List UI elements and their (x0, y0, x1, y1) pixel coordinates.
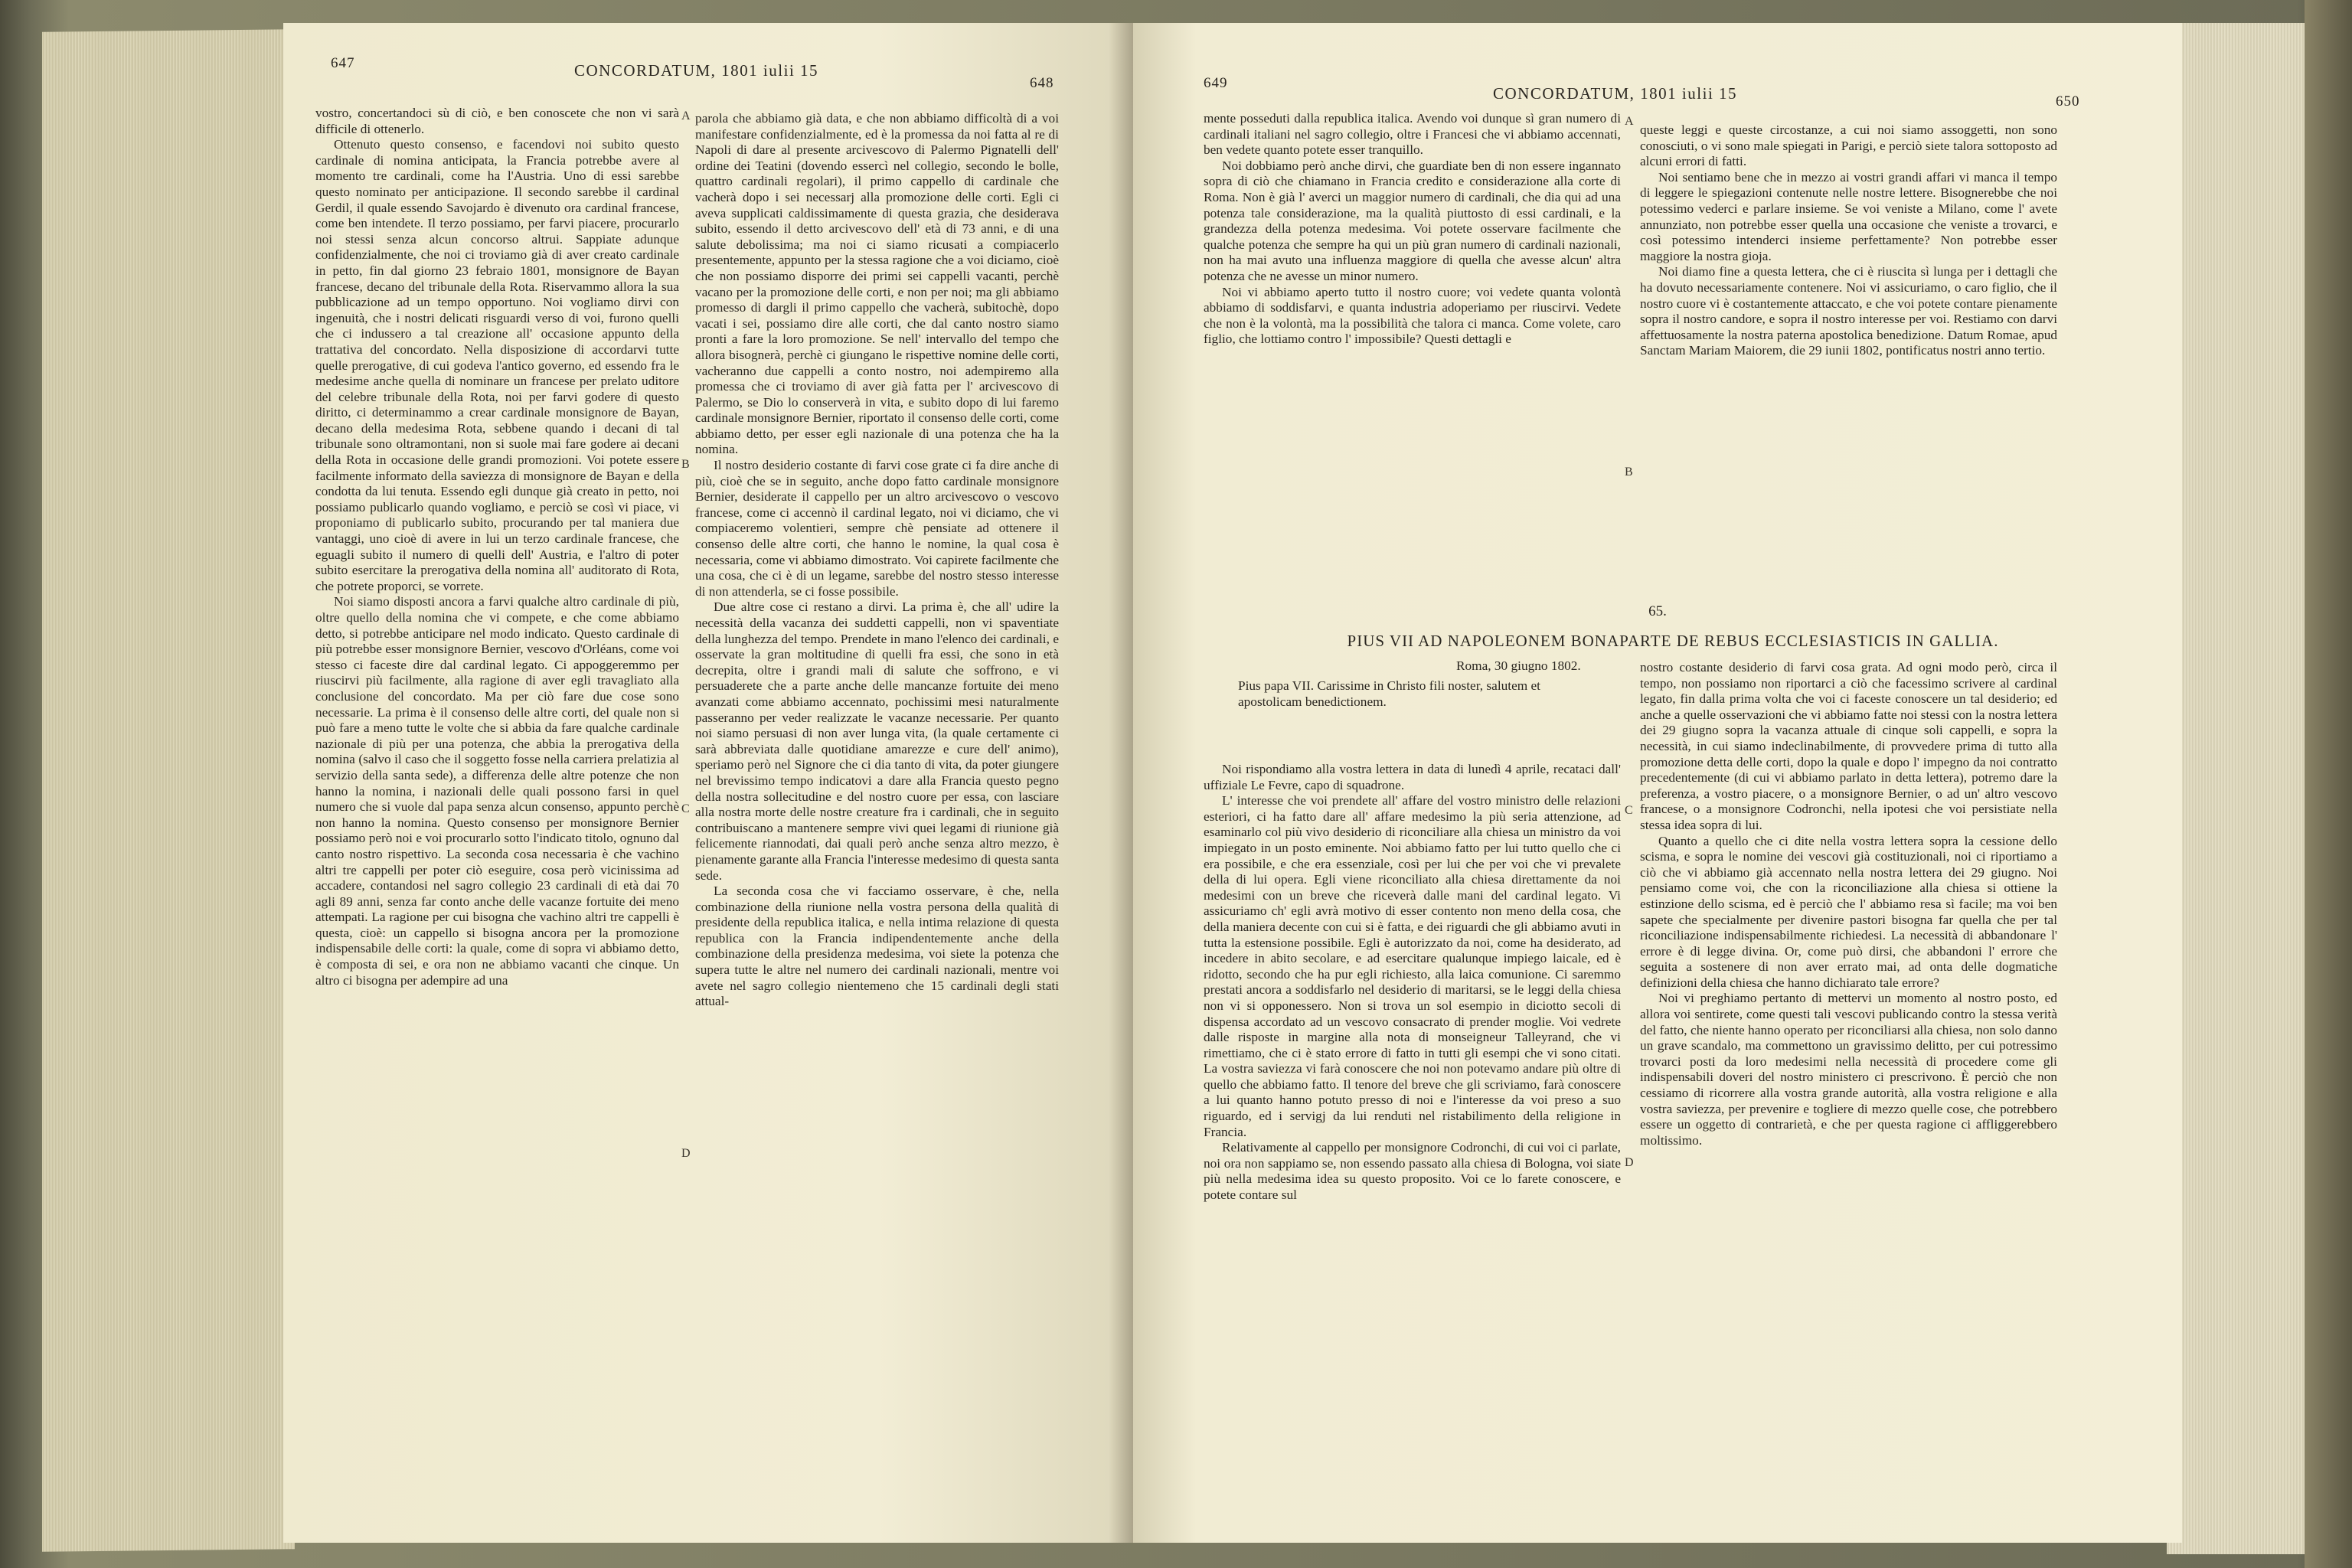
document-number: 65. (1648, 603, 1667, 619)
section-letter-a: A (1625, 115, 1634, 128)
right-page-edges (2167, 23, 2312, 1554)
right-column-c (1204, 658, 1621, 1531)
left-column-a (315, 106, 679, 1531)
section-letter-b: B (681, 458, 690, 471)
paragraph: Noi vi abbiamo aperto tutto il nostro cuore; voi vedete quanta volontà abbiamo di soddisfarvi, e quanta industria adoperiamo per riuscirvi. Vedete che non è la volontà, ma la possibilità che talora ci manca. Come volete, caro figlio, che lottiamo contro l' impossibile? Questi dettagli e (1204, 284, 1621, 347)
paragraph: Noi sentiamo bene che in mezzo ai vostri grandi affari vi manca il tempo di leggere le spiegazioni contenute nelle nostre lettere. Bisognerebbe che noi potessimo vederci e parlare insieme. Se voi veniste a Milano, come l' avete annunziato, non potrebbe esser quella una occasione che veniste a trovarci, e così potessimo intenderci insieme perfettamente? Non potrebbe esser maggiore la nostra gioja. (1640, 169, 2057, 263)
paragraph: vostro, concertandoci sù di ciò, e ben conoscete che non vi sarà difficile di ottenerlo. (315, 106, 679, 136)
section-letter-c: C (681, 802, 690, 815)
right-column-b (1640, 122, 2057, 586)
paragraph: Quanto a quello che ci dite nella vostra lettera sopra la cessione dello scisma, e sopra le nomine dei vescovi già costituzionali, noi ci riportiamo a ciò che vi abbiamo già accennato nella nostra lettera dei 29 giugno. Noi pensiamo come voi, che con la riconciliazione alla chiesa si ottiene la estinzione dello scisma, ed è perciò che l' abbiamo resa sì facile; ma voi ben sapete che specialmente per divenire pastori bisogna far quella che per tal riconciliazione indispensabilmente richiedesi. La necessità di abbandonare l' errore è di legge divina. Or, come può dirsi, che abbandoni l' errore che seguita a sostenere di non aver errato mai, ad onta delle dogmatiche definizioni della chiesa che hanno dichiarato tale errore? (1640, 833, 2057, 990)
paragraph: Il nostro desiderio costante di farvi cose grate ci fa dire anche di più, cioè che se in seguito, anche dopo fatto cardinale monsignore Bernier, desiderate il cappello per un altro arcivescovo o vescovo francese, come ci accennò il cardinal legato, noi vi diciamo, che vi compiaceremo volentieri, sempre chè pensiate ad ottenere il consenso delle altre corti, che hanno le nomine, la qual cosa è necessaria, come vi abbiamo dimostrato. Voi capirete facilmente che una cosa, che ci è di un legame, sarebbe del nostro stesso interesse di non attenderla, se ci fosse possibile. (695, 458, 1059, 599)
paragraph: Relativamente al cappello per monsignore Codronchi, di cui voi ci parlate, noi ora non sappiamo se, non essendo passato alla chiesa di Bologna, voi siate più nella medesima idea su questo proposito. Voi ce lo farete conoscere, e potete contare sul (1204, 1140, 1621, 1203)
paragraph: nostro costante desiderio di farvi cosa grata. Ad ogni modo però, circa il tempo, non possiamo non riportarci a ciò che facessimo scrivere al cardinal legato, fin dalla prima volta che voi ci faceste conoscere un tal desiderio; ed anche a quelle osservazioni che vi abbiamo fatte noi stessi con la nostra lettera dei 29 giugno sopra la vacanza attuale di cinque soli cappelli, e sopra la necessità, in cui siamo indeclinabilmente, di provvedere prima di tutto alla promozione detta delle corti, dopo la quale e dopo l' impegno da noi contratto precedentemente (di cui vi abbiamo parlato in detta lettera), potremo dare la preferenza, a vostro piacere, o a monsignore Bernier, o ad un' altro vescovo francese, o a monsignore Codronchi, nella ipotesi che voi persistiate nella stessa idea sopra di lui. (1640, 660, 2057, 832)
left-page (283, 23, 1133, 1543)
left-column-b (695, 111, 1059, 1535)
running-title: CONCORDATUM, 1801 iulii 15 (574, 61, 819, 80)
paragraph: Noi diamo fine a questa lettera, che ci è riuscita sì lunga per i dettagli che ha dovuto necessariamente contenere. Noi vi assicuriamo, o caro figlio, che il nostro cuore vi è costantemente attaccato, e che voi potete contare pienamente sopra il nostro candore, e sopra il nostro interesse per voi. Restiamo con darvi affettuosamente la nostra paterna apostolica benedizione. Datum Romae, apud Sanctam Mariam Maiorem, die 29 iunii 1802, pontificatus nostri anno tertio. (1640, 264, 2057, 358)
paragraph: Ottenuto questo consenso, e facendovi noi subito questo cardinale di nomina anticipata, la Francia potrebbe avere al momento tre cardinali, come ha l'Austria. Uno di essi sarebbe questo nominato per anticipazione. Il secondo sarebbe il cardinal Gerdil, il quale essendo Savojardo è divenuto ora cardinal francese, come ben intendete. Il terzo possiamo, per farvi piacere, procurarlo noi stessi senza alcun concorso altrui. Sappiate adunque confidenzialmente, che noi ci troviamo già di aver creato cardinale in petto, fin dal giorno 23 febraio 1801, monsignore de Bayan francese, decano del tribunale della Rota. Riservammo allora la sua pubblicazione ad un tempo opportuno. Noi vogliamo dirvi con ingenuità, che i nostri delicati risguardi verso di voi, furono quelli che ci indussero a tal creazione all' occasione appunto della trattativa del concordato. Nella disposizione di accordarvi tutte quelle prerogative, di cui godeva l'antico governo, ed essendo fra le medesime anche quella di nominare un francese per prelato uditore del celebre tribunale della Rota, noi per farvi godere di questo diritto, ci determinammo a crear cardinale monsignore de Bayan, decano della medesima Rota, sebbene quando i decani di tal tribunale sono oltramontani, non si suole mai fare godere ai decani della Rota in occasione delle grandi promozioni. Voi potete essere facilmente informato della saviezza di monsignore de Bayan e della condotta da lui tenuta. Essendo egli dunque già creato in petto, noi possiamo publicarlo quando vogliamo, e perciò se così vi piace, vi proponiamo di publicarlo subito, procurando per tal maniera due vantaggi, uno cioè di avere in lui un terzo cardinale francese, che eguagli subito il numero di quelli dell' Austria, e l'altro di poter subito esercitare la prerogativa della nomina all' auditorato di Rota, che potrete proporci, se vorrete. (315, 137, 679, 593)
right-page (1133, 23, 2182, 1543)
section-letter-a: A (681, 109, 691, 122)
left-page-edges (42, 29, 295, 1551)
paragraph: mente posseduti dalla republica italica. Avendo voi dunque sì gran numero di cardinali italiani nel sagro collegio, oltre i Francesi che vi abbiamo accennati, ben vedete quanto potete esser tranquillo. (1204, 111, 1621, 158)
book-cover-edge (2305, 0, 2352, 1568)
section-letter-b: B (1625, 466, 1633, 479)
paragraph: La seconda cosa che vi facciamo osservare, è che, nella combinazione della riunione nella vostra persona della qualità di presidente della republica italica, e nella intima relazione di questa republica con la Francia indipendentemente anche della combinazione della presidenza medesima, voi siete la potenza che supera tutte le altre nel numero dei cardinali nazionali, mentre voi avete nel sagro collegio nientemeno che 15 cardinali degli stati attual- (695, 884, 1059, 1009)
page-number-648: 648 (1030, 75, 1054, 91)
document-title: PIUS VII AD NAPOLEONEM BONAPARTE DE REBUS ECCLESIASTICIS IN GALLIA. (1347, 632, 1999, 650)
paragraph: queste leggi e queste circostanze, a cui noi siamo assoggetti, non sono conosciuti, o vi sono male spiegati in Parigi, e perciò siete talora sottoposto ad alcuni errori di fatti. (1640, 122, 2057, 169)
page-number-647: 647 (331, 55, 355, 71)
dateline: Roma, 30 giugno 1802. (1456, 658, 1581, 673)
paragraph: Noi rispondiamo alla vostra lettera in data di lunedì 4 aprile, recataci dall' uffiziale Le Fevre, capo di squadrone. (1204, 762, 1621, 792)
paragraph: Noi siamo disposti ancora a farvi qualche altro cardinale di più, oltre quello della nomina che vi compete, e che come abbiamo detto, si potrebbe anticipare nel modo indicato. Questo cardinale di più potrebbe esser monsignore Bernier, vescovo d'Orléans, come voi stesso ci faceste dire dal cardinal legato. Ci appoggeremmo per riuscirvi più facilmente, alla ragione di aver egli travagliato alla conclusione del concordato. Ma per ciò fare due cose sono necessarie. La prima è il consenso delle altre corti, del quale non si può fare a meno tutte le volte che si abbia da fare qualche cardinale nazionale di più per una potenza, che abbia la prerogativa della nomina (salvo il caso che il soggetto fosse nella carriera prelatizia al servizio della santa sede), a differenza delle altre potenze che non hanno la nomina, i nazionali delle quali possono farsi in quel numero che si vuole dal papa senza alcun consenso, appunto perchè non hanno la nomina. Questo consenso per monsignore Bernier possiamo però noi e voi procurarlo sotto l'indicato titolo, ognuno dal canto nostro rispettivo. La seconda cosa necessaria è che vachino altri tre cappelli per poter ciò eseguire, cosa però vicinissima ad accadere, contandosi nel sagro collegio 23 cardinali di età dai 70 agli 89 anni, senza far conto anche delle vacanze fortuite dei meno attempati. La ragione per cui bisogna che vachino altri tre cappelli è questa, cioè: un cappello si bisogna ancora per la promozione indispensabile delle corti: la quale, come di sopra vi abbiamo detto, è composta di sei, e ora non ne abbiamo vacanti che cinque. Un altro ci bisogna per adempire ad una (315, 594, 679, 988)
section-letter-c: C (1625, 804, 1633, 817)
right-column-a (1204, 111, 1621, 586)
paragraph: Noi vi preghiamo pertanto di mettervi un momento al nostro posto, ed allora voi sentirete, come questi tali vescovi publicando contro la stessa verità del fatto, che niente hanno operato per riconciliarsi alla chiesa, non solo danno un grave scandalo, ma commettono un gravissimo delitto, per cui potressimo trovarci posti da loro medesimi nella necessità di procedere come gli indispensabili doveri del nostro ministero ci prescrivono. È perciò che non cessiamo di ricorrere alla vostra grande autorità, alla vostra religione e alla vostra saviezza, per prevenire e togliere di mezzo quelle cose, che potrebbero essere un oggetto di contrarietà, e che per questa ragione ci affliggerebbero moltissimo. (1640, 991, 2057, 1148)
paragraph: Noi dobbiamo però anche dirvi, che guardiate ben di non essere ingannato sopra di ciò che chiamano in Francia credito e considerazione alla corte di Roma. Non è già l' averci un maggior numero di cardinali, che dia qui ad una potenza tale considerazione, ma la qualità piuttosto di essi cardinali, e la grandezza della potenza medesima. Voi potete osservare facilmente che qualche potenza che sempre ha qui un più gran numero di cardinali nazionali, non ha mai avuto una influenza maggiore di quella che avesse alcun' altra potenza che ne avesse un minor numero. (1204, 158, 1621, 283)
right-running-head (1133, 23, 2182, 109)
page-number-650: 650 (2056, 93, 2080, 109)
section-letter-d: D (1625, 1156, 1634, 1169)
paragraph: L' interesse che voi prendete all' affare del vostro ministro delle relazioni esteriori, ci ha fatto dare all' affare medesimo la più seria attenzione, ad esaminarlo col più vivo desiderio di riconciliare alla chiesa un ministro da voi impiegato in un posto eminente. Noi abbiamo fatto per lui tutto quello che ci era possibile, e che era essenziale, così per lui che per voi che vi prevalete della di lui opera. Egli viene riconciliato alla chiesa direttamente da noi medesimi con un breve che riceverà dalle mani del cardinal legato. Vi assicuriamo ch' egli avrà motivo di esser contento non meno della cosa, che della maniera decente con cui si è fatta, e dei riguardi che gli abbiamo avuti in tutta la estensione possibile. Egli è autorizzato da noi, come ha desiderato, ad incedere in abito secolare, e ad esercitare qualunque impiego laicale, ed è ridotto, secondo che ha pur egli richiesto, alla laica comunione. Ci saremmo prestati ancora a soddisfarlo nel desiderio di maritarsi, se le leggi della chiesa non vi si opponessero. Non si trova un sol esempio in diciotto secoli di dispensa accordato ad un vescovo consacrato di prender moglie. Voi vedrete dalle risposte in margine alla nota di monseigneur Talleyrand, che vi rimettiamo, che ci è stato errore di fatto in tutti gli esempi che vi sono citati. La vostra saviezza vi farà conoscere che noi non potevamo andare più oltre di quello che abbiamo fatto. Il tenore del breve che gli scriviamo, farà conoscere a lui quanto hanno potuto presso di noi e l'interesse da voi preso a suo riguardo, ed i servigj da lui renduti nel ristabilimento della religione in Francia. (1204, 793, 1621, 1139)
paragraph: parola che abbiamo già data, e che non abbiamo difficoltà di a voi manifestare confidenzialmente, ed è la promessa da noi fatta al re di Napoli di dare al presente arcivescovo di Palermo Pignatelli dell' ordine dei Teatini (dovendo essercì nel collegio, secondo le bolle, quattro cardinali regolari), il primo cappello di cardinale che vacherà dopo i sei necessarj alla promozione delle corti. Egli ci aveva supplicati caldissimamente di questa grazia, che desiderava subito, essendo il detto arcivescovo dell' età di 73 anni, e di una salute debolissima; ma noi ci siamo ricusati a compiacerlo presentemente, appunto per la stessa ragione che a voi diciamo, cioè che non possiamo disporre dei primi sei cappelli vacanti, perchè vacano per la promozione delle corti, e non per noi; ma gli abbiamo promesso di dargli il primo cappello che vacherà, subitochè, dopo vacati i sei, possiamo dire alle corti, che dal canto nostro siamo pronti a fare la loro promozione. Se nell' intervallo del tempo che allora bisognerà, perchè ci giungano le rispettive nomine delle corti, vacheranno due cappelli a conto nostro, noi adempiremo alla promessa che ci troviamo di aver già fatta per l' arcivescovo di Palermo, se Dio lo conserverà in vita, e subito dopo di lui faremo cardinale monsignore Bernier, riportato il consenso delle corti, come abbiamo detto, per esser egli nazionale di una potenza che ha la nomina. (695, 111, 1059, 457)
right-column-d (1640, 660, 2057, 1533)
left-running-head (283, 23, 1133, 91)
paragraph: Due altre cose ci restano a dirvi. La prima è, che all' udire la necessità della vacanza dei suddetti cappelli, non vi spaventiate della lunghezza del tempo. Prendete in mano l'elenco dei cardinali, e osservate la gran moltitudine di quelli fra essi, che sono in età decrepita, oltre i grandi mali di salute che soffrono, e vi persuaderete che a parte anche delle mancanze fortuite dei meno avanzati come abbiamo accennato, pochissimi mesi naturalmente passeranno per veder realizzate le vacanze necessarie. Per quanto noi siamo persuasi di non aver lunga vita, (la quale certamente ci sarà abbreviata dalle quotidiane amarezze e cure dell' animo), speriamo però nel Signore che ci dia tanto di vita, da poter giungere nel brevissimo tempo indicatovi a dare alla Francia questo pegno della nostra sollecitudine e del nostro cuore per essa, con lasciare alla nostra morte delle nostre creature fra i cardinali, che in seguito contribuiscano a mantenere sempre vivi quei legami di riunione già felicemente riannodati, dai quali però anche senza altro mezzo, è pienamente garante alla Francia l'interesse medesimo di questa santa sede. (695, 599, 1059, 883)
running-title: CONCORDATUM, 1801 iulii 15 (1493, 84, 1738, 103)
section-letter-d: D (681, 1147, 691, 1160)
page-number-649: 649 (1204, 75, 1228, 91)
salutation: Pius papa VII. Carissime in Christo fili noster, salutem et apostolicam benedictionem. (1238, 678, 1540, 709)
